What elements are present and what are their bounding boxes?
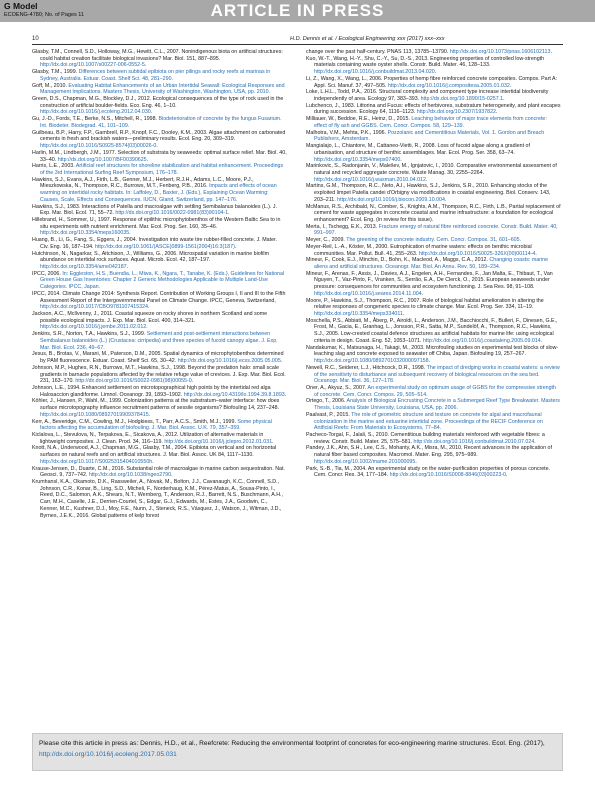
reference-link[interactable]: The role of geometric structure and texture on concrete for algal and macrofaunal colonization in the marine and estuarine intertidal zone. Proceedings of the RECIF Conference on Artificial Reefs: From Materials to Ecosystems, 77–84. [314, 411, 543, 432]
reference-end-punctuation: . [428, 358, 431, 365]
reference-entry [306, 412, 561, 432]
reference-link[interactable]: http://dx.doi.org/10.3354/meps07400 [314, 156, 401, 163]
reference-entry [32, 96, 287, 116]
reference-end-punctuation: . [146, 156, 149, 163]
reference-text: Hillebrand, H., Sommer, U., 1997. Response of epilithic microphytobenthos of the Western Baltic Sea to in situ experiments with nutrient enrichment. Mar. Ecol. Prog. Ser. 160, 35–46. [32, 216, 281, 230]
reference-link[interactable]: http://dx.doi.org/10.1007/s00227-006-0552-5 [40, 62, 145, 69]
reference-text: IPCC, 2006. [32, 270, 63, 277]
reference-text: IPCC, 2014. Climate Change 2014: Synthesis Report. Contribution of Working Groups I, II and III to the Fifth Assessment Report of the Intergovernmental Panel on Climate Change. IPCC, Geneva, Switzerland, [32, 290, 286, 304]
reference-text: Gu, J.-D., Fords, T.E., Berke, N.S., Mitchell, R., 1998. [32, 116, 159, 123]
reference-link[interactable]: http://dx.doi.org/10.2307/1937822 [416, 109, 497, 116]
reference-end-punctuation: . [284, 391, 287, 398]
citation-text: Please cite this article in press as: Dennis, H.D., et al., Reefcrete: Reducing the environmental footprint of concretes for eco-engineering marine structures. Ecol. Eng. (2017), [39, 740, 545, 747]
reference-text: Kiclalova, L., Stevulova, N., Terpakova, E., Sicakova, A., 2012. Utilization of alternative materials in lightweight composites. J. Clean. Prod. 34, 116–119. [32, 431, 264, 445]
reference-end-punctuation: . [234, 243, 237, 250]
reference-text: Mangialajo, L., Chiantore, M., Cattaneo-Vietti, R., 2008. Loss of fucoid algae along a gradient of urbanisation, and structure of benthic assemblages. Mar. Ecol. Prog. Ser. 358, 63–74. [306, 143, 530, 156]
reference-entry [32, 466, 287, 479]
reference-text: Guilbeau, B.P., Harry, F.P., Gambrell, R.P., Knopf, F.C., Dooley, K.M., 2003. Algae attachment on carbonated cements in fresh and brackish waters—preliminary results. Ecol. Eng. 20, 309–319. [32, 129, 286, 143]
reference-link[interactable]: http://dx.doi.org/10.1016/0022-0981(83)90104-1 [115, 210, 229, 217]
reference-entry [32, 237, 287, 250]
reference-end-punctuation: . [191, 378, 194, 385]
reference-entry [32, 163, 287, 176]
reference-entry [306, 130, 561, 143]
reference-entry [32, 204, 287, 217]
reference-text: Paalvast, P., 2015. [306, 411, 352, 418]
reference-entry [32, 69, 287, 82]
reference-link[interactable]: http://dx.doi.org/10.1016/j.ecss.2005.05.005 [177, 358, 281, 365]
citation-doi-link[interactable]: http://dx.doi.org/10.1016/j.ecoleng.2017.05.031 [39, 751, 177, 758]
reference-end-punctuation: . [129, 230, 131, 237]
reference-link[interactable]: http://dx.doi.org/10.1016/j.conbuildmat.2013.04.020 [314, 69, 435, 76]
reference-link[interactable]: The greening of the concrete industry. Cem. Concr. Compos. 31, 601–605. [346, 237, 522, 244]
article-in-press-banner [0, 0, 595, 22]
reference-link[interactable]: Some physical factors affecting the accumulation of biofouling. J. Mar. Biol. Assoc. U.K. 79, 357–359. [40, 418, 272, 432]
reference-entry [32, 150, 287, 163]
reference-entry [32, 116, 287, 129]
reference-link[interactable]: http://dx.doi.org/10.3354/meps334011 [314, 311, 403, 318]
reference-text: Glasby, T.M., Connell, S.D., Holloway, M.G., Hewitt, C.L., 2007. Nonindigenous biota on artificial structures: could habitat creation facilitate biological invasions? Mar. Biol. 151, 887–895. [32, 49, 283, 62]
header-rule [32, 44, 563, 45]
reference-text: Park, S.-B., Tia, M., 2004. An experimental study on the water-purification properties of porous concrete. Cem. Concr. Res. 34, 177–184. [306, 465, 551, 479]
reference-text: Johnson, M.P., Hughes, R.N., Burrows, M.T., Hawkins, S.J., 1998. Beyond the predation halo: small scale gradients in barnacle populations affected by the relative refuge value of crevices. J. Exp. Mar. Biol. Ecol. 231, 163–170. [32, 364, 286, 385]
reference-entry [32, 83, 287, 96]
reference-text: Ortego, T., 2006. [306, 398, 347, 405]
reference-text: Hawkins, S.J., 1983. Interactions of Patella and macroalgae with settling Semibalanus balanoides (L.). J. Exp. Mar. Biol. Ecol. 71, 55–72. [32, 203, 277, 217]
reference-entry [306, 163, 561, 183]
reference-link[interactable]: Settlement and post-settlement interactions between Semibalanus balanoides (L.) (Crustacea: cirripedia) and three species of fucoid canopy algae. J. Exp. Mar. Biol. Ecol. 236, 49–67. [40, 331, 278, 351]
reference-link[interactable]: Leaching behavior of major trace elements from concrete: effect of fly ash and GGBS. Cem. Concr. Compos. 58, 129–139. [314, 116, 547, 129]
reference-entry [306, 49, 561, 56]
reference-link[interactable]: http://dx.doi.org/10.1016/S0022-0981(98)00055-0 [75, 378, 192, 385]
reference-text: Krumhansl, K.A., Okamoto, D.K., Rassweiler, A., Novak, M., Bolton, J.J., Cavanaugh, K.C., Connell, S.D., Johnson, C.R., Konar, B., Ling, S.D., Micheli, F., Norderhaug, K.M., Pérez-Matus, A., Sousa-Pinto, I., Reed, D.C., Salomon, A.K., Shears, N.T., Wernberg, T., Anderson, R.J., Barrett, N.S., Buschmann, A.H., Carr, M.H., Caselle, J.E., Derrien-Courtel, S., Edgar, G.J., Edwards, M., Estes, J.A., Goodwin, C., Kenner, M.C., Kushner, D.J., Moy, F.E., Nunn, J., Steneck, R.S., Vásquez, J., Watson, J., Witman, J.D., Byrnes, J.E.K., 2016. Global patterns of kelp forest [32, 479, 283, 519]
reference-end-punctuation: . [272, 438, 274, 445]
reference-link[interactable]: An experimental study on optimum usage of GGBS for the compressive strength of concrete. Cem. Concr. Compos. 29, 505–514. [314, 384, 556, 398]
reference-link[interactable]: http://dx.doi.org/10.1890/15-0257.1 [420, 96, 504, 103]
reference-link[interactable]: http://dx.doi.org/10.1073/pnas.1606102113 [449, 49, 551, 55]
reference-entry [306, 116, 561, 129]
reference-entry [306, 237, 561, 244]
reference-end-punctuation: . [425, 176, 428, 183]
reference-text: Loke, L.H.L., Todd, P.A., 2016. Structural complexity and component type increase intertidal biodiversity independently of area. Ecology 97, 383–393. [306, 89, 549, 103]
reference-link[interactable]: The impact of dredging works in coastal waters: a review of the sensitivity to disturbance and subsequent recovery of biological resources on the sea bed. Oceanogr. Mar. Biol. 36, 127–178. [314, 364, 560, 385]
reference-entry [32, 385, 287, 398]
reference-entry [32, 217, 287, 237]
reference-end-punctuation: . [434, 69, 437, 76]
reference-entry [32, 130, 287, 150]
reference-entry [306, 183, 561, 203]
references-left-column [32, 49, 287, 722]
reference-end-punctuation: . [152, 458, 154, 465]
reference-text: Harris, L.E., 2003. [32, 163, 76, 170]
reference-end-punctuation: . [400, 156, 402, 163]
reference-link[interactable]: http://dx.doi.org/10.1016/S0925-8574(03)00026-0 [40, 143, 157, 150]
reference-link[interactable]: In: Eggleston, H.S., Buendia, L., Miwa, K., Ngara, T., Tanabe, K. (Eds.), Guidelines for National Green House Gas Inventories: Chapter 2 Generic Methodologies Applicable to Multiple Land-Use Categories. IPCC, Japan. [40, 270, 285, 291]
reference-end-punctuation: . [415, 458, 417, 465]
reference-link[interactable]: http://dx.doi.org/10.1016/S0008-8846(03)00223-0 [389, 472, 506, 479]
reference-end-punctuation: . [503, 96, 505, 103]
reference-entry [306, 345, 561, 365]
reference-entry [306, 224, 561, 237]
reference-link[interactable]: http://dx.doi.org/10.1017/CBO9781107415324 [40, 304, 148, 311]
reference-entry [306, 398, 561, 411]
reference-entry [306, 432, 561, 445]
reference-entry [32, 365, 287, 385]
reference-link[interactable]: http://dx.doi.org/10.1016/j.ecoleng.2012.04.030 [40, 109, 151, 116]
reference-link[interactable]: http://dx.doi.org/10.4319/lo.1994.39.8.1893 [183, 391, 285, 398]
reference-link[interactable]: http://dx.doi.org/10.1016/j.coastaleng.2005.09.014 [422, 337, 541, 344]
reference-link[interactable]: http://dx.doi.org/10.1061/(ASCE)0899-1561(2004)16:3(187) [94, 243, 235, 250]
reference-entry [306, 76, 561, 89]
reference-entry [306, 318, 561, 345]
reference-entry [306, 103, 561, 116]
reference-text: Mineur, F., Arenas, F., Assis, J., Davies, A.J., Engelen, A.H., Fernandes, F., Jan Malta, E., Thibaut, T., Van Nguyen, T., Vaz-Pinto, F., Vranken, S., Serrão, E.A., De Clerck, O., 2015. European seaweeds under pressure: consequences for communities and ecosystem functioning. J. Sea Res. 98, 91–108. [306, 270, 553, 291]
reference-entry [306, 257, 561, 270]
reference-text: Johnson, L.E., 1994. Enhanced settlement on microtopographical high points by the intertidal red alga Halosaccion glandiforme. Limnol. Oceanogr. 39, 1893–1902. [32, 384, 271, 398]
reference-text: Meyer-Reil, L.-A., Köster, M., 2000. Eutrophication of marine waters: effects on benthic microbial communities. Mar. Pollut. Bull. 41, 255–263. [306, 243, 532, 257]
reference-text: Oner, A., Akyuz, S., 2007. [306, 384, 368, 391]
reference-text: Pacheco-Torgal, F., Jalali, S., 2010. Cementitious building materials reinforced with vegetable fibres: a review. Constr. Build. Mater. 25, 575–581. [306, 431, 545, 445]
reference-link[interactable]: http://dx.doi.org/10.1016/j.seares.2014.11.004 [314, 290, 422, 297]
reference-link[interactable]: http://dx.doi.org/10.1016/j.biocon.2009.10.004 [337, 196, 445, 203]
reference-entry [32, 177, 287, 204]
reference-link[interactable]: Differences between subtidal epibiota on pier pilings and rocky reefs at marinas in Sydney, Australia. Estuar. Coast. Shelf Sci. 48, 281–290. [40, 69, 271, 82]
reference-end-punctuation: . [402, 311, 405, 318]
reference-text: Jackson, A.C., McIlvenny, J., 2011. Coastal squeeze on rocky shores in northern Scotland and some possible ecological impacts. J. Exp. Mar. Biol. Ecol. 400, 314–321. [32, 311, 268, 324]
reference-entry [32, 479, 287, 519]
reference-link[interactable]: http://dx.doi.org/10.1038/ngeo2790 [88, 472, 172, 479]
reference-text: Jesus, B., Brotas, V., Marani, M., Paterson, D.M., 2005. Spatial dynamics of microphytobenthos determined by PAM fluorescence. Estuar. Coast. Shelf Sci. 65, 30–42. [32, 351, 284, 365]
reference-text: Hutchinson, N., Nagarkar, S., Aitchison, J., Williams, G., 2006. Microspatial variation in marine biofilm abundance on intertidal rock surfaces. Aquat. Microb. Ecol. 42, 187–197. [32, 250, 269, 264]
reference-entry [306, 143, 561, 163]
g-model-label: G Model [4, 1, 38, 11]
reference-entry [306, 445, 561, 465]
reference-link[interactable]: http://dx.doi.org/10.1016/j.jembe.2011.02.012 [40, 324, 147, 331]
reference-end-punctuation: . [126, 264, 129, 270]
reference-text: Pandey, J.K., Ahn, S.H., Lee, C.S., Mohanty, A.K., Misra, M., 2010. Recent advances in the application of natural fiber based composites. Macromol. Mater. Eng. 295, 975–989. [306, 445, 552, 459]
reference-entry [32, 351, 287, 364]
reference-text: Kerr, A., Beveridge, C.M., Cowling, M.J., Hodgkiess, T., Parr, A.C.S., Smith, M.J., 1999. [32, 418, 238, 425]
reference-link[interactable]: Impacts and effects of ocean warming on intertidal rocky habitats. In: Laffoley, D., Baxter, J. (Eds.), Explaining Ocean Warming: Causes, Scale, Effects and Consequences. IUCN, Gland, Switzerland, pp. 147–176. [40, 183, 277, 203]
reference-entry [32, 419, 287, 432]
reference-text: Newell, R.C., Seiderer, L.J., Hitchcock, D.R., 1998. [306, 364, 427, 371]
reference-text: Lubchenco, J., 1983. Littorina and Fucus: effects of herbivores, substratum heterogeneity, and plant escapes during succession. Ecology 64, 1116–1123. [306, 102, 561, 116]
reference-entry [32, 291, 287, 311]
reference-text: Kuo, W.-T., Wang, H.-Y., Shu, C.-Y., Su, D.-S., 2013. Engineering properties of controlled low-strength materials containing waste oyster shells. Constr. Build. Mater. 46, 128–133. [306, 55, 545, 69]
reference-end-punctuation: . [156, 143, 158, 150]
reference-entry [306, 56, 561, 76]
reference-entry [306, 89, 561, 102]
reference-link[interactable]: Biodeterioration of concrete by the fungus Fusarium. Int. Biodeter. Biodegrad. 41, 101–109. [40, 116, 282, 129]
reference-text: Marinkovic, S., Radonjanin, V., Malešev, M., Ignjatovic, I., 2010. Comparative environmental assessment of natural and recycled aggregate concrete. Waste Manag. 30, 2255–2264. [306, 163, 557, 176]
reference-end-punctuation: . [228, 210, 230, 217]
reference-end-punctuation: . [280, 358, 283, 365]
reference-entry [306, 271, 561, 298]
reference-text: Glasby, T.M., 1999. [32, 69, 79, 76]
reference-text: Huang, B., Li, G., Fang, S., Eggers, J., 2004. Investigation into waste tire rubber-filled concrete. J. Mater. Civ. Eng. 16, 187–194. [32, 237, 277, 250]
reference-link[interactable]: Changing coasts: marine aliens and artificial structures. Oceanogr. Mar. Biol. An Annu. Rev. 50, 189–234. [314, 257, 549, 270]
reference-text: Knott, N.A., Underwood, A.J., Chapman, M.G., Glasby, T.M., 2004. Epibiota on vertical and on horizontal surfaces on natural reefs and on artificial structures. J. Mar. Biol. Assoc. UK 84, 1117–1130. [32, 445, 277, 459]
reference-entry [32, 331, 287, 351]
reference-entry [306, 365, 561, 385]
reference-link[interactable]: http://dx.doi.org/10.1007/BF00390625 [57, 156, 147, 163]
reference-text: Goff, M., 2010. [32, 82, 69, 89]
reference-end-punctuation: . [144, 62, 147, 69]
reference-text: Jenkins, S.R., Norton, T.A., Hawkins, S.J., 1999. [32, 331, 147, 338]
reference-text: Merta, I., Tschegg, E.K., 2013. [306, 223, 379, 230]
reference-link[interactable]: http://dx.doi.org/10.1016/S0025-326X(00)00114-4 [418, 250, 536, 257]
reference-link[interactable]: Fracture energy of natural fibre reinforced concrete. Constr. Build. Mater. 40, 991–997. [314, 223, 558, 237]
reference-entry [306, 244, 561, 257]
reference-end-punctuation: . [540, 337, 543, 344]
reference-end-punctuation: . [496, 109, 498, 116]
reference-end-punctuation: . [550, 49, 552, 55]
reference-entry [32, 311, 287, 331]
reference-link[interactable]: Analysis of Biological Encrusting Concrete in a Submerged Reef Type Breakwater. Masters Thesis, Louisiana State University, Louisiana, USA, pp. 2006. [314, 398, 560, 412]
reference-link[interactable]: http://dx.doi.org/10.1016/j.jclepro.2012.01.031 [164, 438, 273, 445]
reference-link[interactable]: http://dx.doi.org/10.3354/meps160035 [40, 230, 130, 237]
reference-entry [306, 204, 561, 224]
reference-text: Krause-Jensen, D., Duarte, C.M., 2016. Substantial role of macroalgae in marine carbon sequestration. Nat. Geosci. 9, 737–742. [32, 465, 285, 479]
reference-link[interactable]: http://dx.doi.org/10.1017/S0025315404010550h [40, 458, 153, 465]
reference-end-punctuation: . [147, 304, 150, 311]
reference-entry [32, 271, 287, 291]
reference-link[interactable]: Pozzolanic and Cementitious Materials, Vol. 1. Gordon and Breach Publishers, Amsterdam. [314, 129, 545, 143]
reference-entry [306, 298, 561, 318]
reference-entry [32, 445, 287, 465]
reference-entry [32, 398, 287, 418]
manuscript-id: ECOENG-4780; No. of Pages 11 [4, 12, 84, 18]
reference-end-punctuation: . [150, 109, 153, 116]
reference-end-punctuation: . [421, 290, 424, 297]
reference-end-punctuation: . [146, 324, 148, 331]
reference-text: Malhotra, V.M., Mehta, P.K., 1996. [306, 129, 388, 136]
reference-link[interactable]: http://dx.doi.org/10.3354/ame042187 [40, 264, 127, 270]
reference-text: Moore, P., Hawkins, S.J., Thompson, R.C., 2007. Role of biological habitat amelioration in altering the relative responses of congeneric species to climate change. Mar. Ecol. Prog. Ser. 334, 11–19. [306, 297, 544, 311]
reference-text: Green, D.S., Chapman, M.G., Blockley, D.J., 2012. Ecological consequences of the type of rock used in the construction of artificial boulder-fields. Eco. Eng. 46, 1–10. [32, 96, 284, 109]
reference-link[interactable]: http://dx.doi.org/10.1016/j.compositesa.2005.01.032 [387, 82, 510, 89]
reference-link[interactable]: Artificial reef structures for shoreline stabilization and habitat enhancement. Proceedings of the 3rd International Surfing Reef Symposium, 176–178. [40, 163, 284, 176]
reference-entry [306, 466, 561, 479]
reference-entry [32, 251, 287, 271]
references-right-column [306, 49, 561, 722]
reference-end-punctuation: . [506, 472, 508, 479]
reference-link[interactable]: Evaluating Habitat Enhancements of an Urban Intertidal Seawall: Ecological Responses and Management Implications. Masters Thesis, University of Washington, Washington, USA, pp. 2010. [40, 82, 285, 96]
reference-end-punctuation: . [148, 411, 151, 418]
reference-link[interactable]: http://dx.doi.org/10.1080/0892701032000097158 [314, 358, 429, 365]
reference-text: McManus, R.S., Archibald, N., Comber, S., Knights, A.M., Thompson, R.C., Firth, L.B., Partial replacement of cement for waste aggregates in concrete coastal and marine infrastructure: a foundation for ecological enhancement? Ecol. Eng. (in review for this issue). [306, 203, 561, 223]
reference-entry [32, 49, 287, 69]
reference-text: Li, Z., Wang, X., Wang, L., 2006. Properties of hemp fibre reinforced concrete composites. Compos. Part A: Appl. Sci. Manuf. 37, 497–505. [306, 75, 558, 89]
reference-text: Moschella, P.S., Abbiati, M., Åberg, P., Airoldi, L., Anderson, J.M., Bacchiocchi, F., Bulleri, F., Dinesen, G.E., Frost, M., Gacia, E., Granhag, L., Jonsson, P.R., Satta, M.P., Sundelöf, A., Thompson, R.C., Hawkins, S.J., 2005. Low-crested coastal defence structures as artificial habitats for marine life: using ecological criteria in design. Coast. Eng. 52, 1053–1071. [306, 317, 558, 344]
reference-end-punctuation: . [535, 250, 537, 257]
reference-link[interactable]: http://dx.doi.org/10.1002/mame.201000095 [314, 458, 416, 465]
reference-link[interactable]: http://dx.doi.org/10.1080/08927019909378415 [40, 411, 149, 418]
reference-text: Köhler, J., Hansen, P., Wahl, M., 1999. Colonization patterns at the substratum–water interface: how does surface microtopography influence recruitment patterns of sessile organisms? Biofouling 14, 237–248. [32, 398, 280, 412]
reference-text: Meyer, C., 2009. [306, 237, 347, 244]
reference-text: Hawkins, S.J., Evans, A.J., Firth, L.B., Genner, M.J., Herbert, R.J.H., Adams, L.C., Moore, P.J., Mieszkowska, N., Thompson, R.C., Burrows, M.T., Fenberg, P.B., 2016. [32, 176, 254, 190]
reference-text: Mineur, F., Cook, E.J., Minchin, D., Bohn, K., Macleod, A., Maggs, C.A., 2012. [306, 257, 490, 264]
citation-footer [32, 733, 563, 771]
reference-end-punctuation: . [534, 438, 536, 445]
reference-entry [32, 432, 287, 445]
reference-text: Martins, G.M., Thompson, R.C., Neto, A.I., Hawkins, S.J., Jenkins, S.R., 2010. Enhancing stocks of the exploited limpet Patella candei d'Orbigny via modifications in coastal engineering. Biol. Conserv. 143, 203–211. [306, 183, 551, 203]
reference-text: change over the past half-century. PNAS 113, 13785–13790. [306, 49, 450, 55]
reference-entry [306, 385, 561, 398]
banner-title: ARTICLE IN PRESS [210, 1, 385, 20]
reference-text: Nandakumar, K., Matsunaga, H., Takagi, M., 2003. Microfouling studies on experimental test blocks of slow-leaching slag and concrete exposed to seawater off Chiba, Japan. Biofouling 19, 257–267. [306, 344, 559, 358]
reference-end-punctuation: . [444, 196, 447, 203]
running-head: H.D. Dennis et al. / Ecological Engineering xxx (2017) xxx–xxx [290, 36, 445, 42]
reference-link[interactable]: http://dx.doi.org/10.1016/j.conbuildmat.2010.07.024 [413, 438, 535, 445]
reference-text: Milliauer, W., Beddoe, R.E., Heinz, D., 2015. [306, 116, 412, 123]
reference-text: Harlin, M.M., Lindbergh, J.M., 1977. Selection of substrata by seaweeds: optimal surface relief. Mar. Biol. 40, 33–40. [32, 149, 287, 163]
reference-end-punctuation: . [171, 472, 173, 479]
reference-end-punctuation: . [509, 82, 512, 89]
reference-link[interactable]: http://dx.doi.org/10.1016/j.wasman.2010.04.012 [314, 176, 426, 183]
page-number: 10 [32, 36, 39, 42]
